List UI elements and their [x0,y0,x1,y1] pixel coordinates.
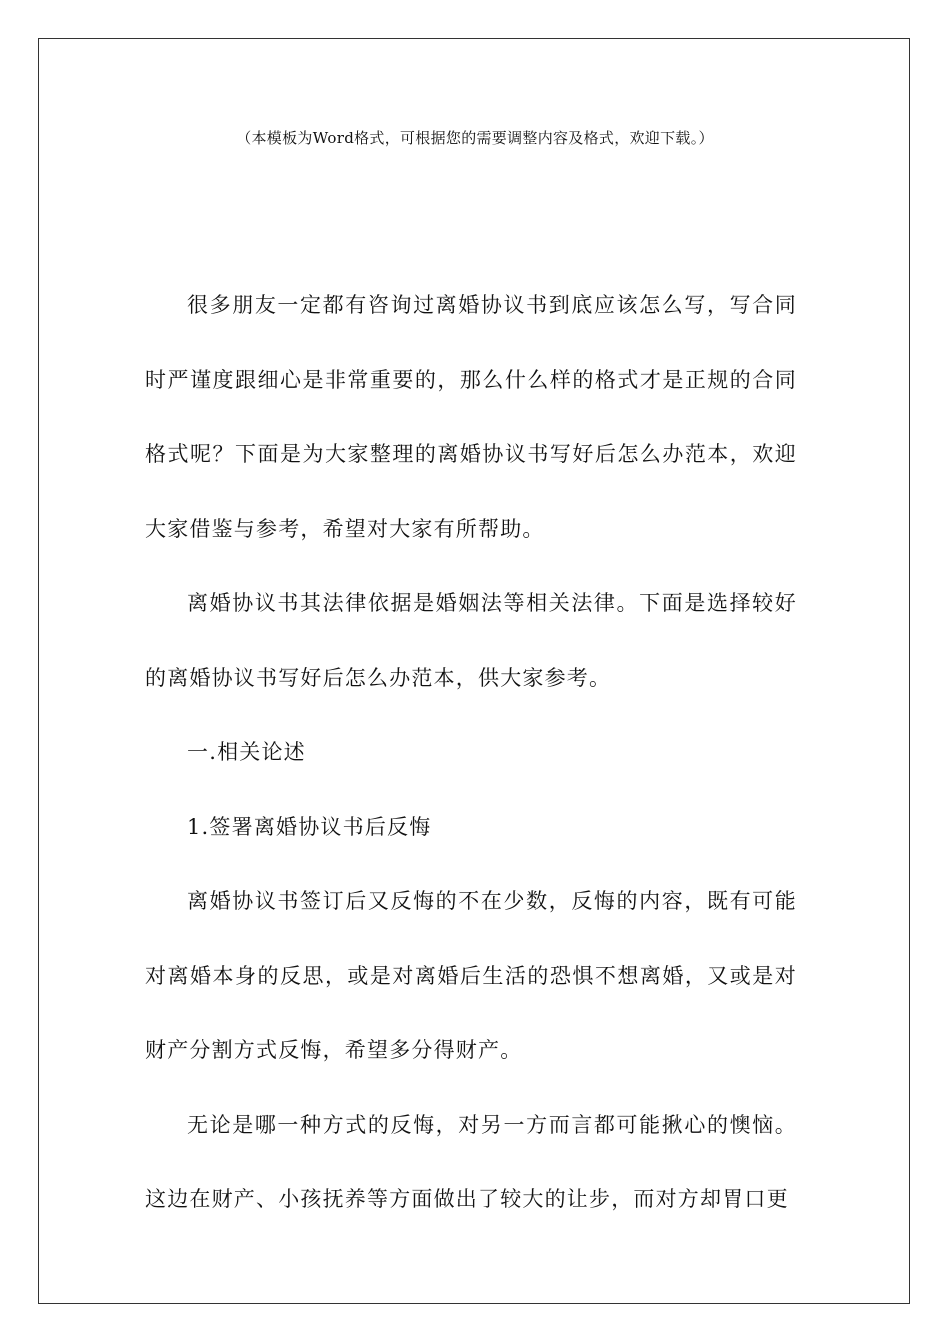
paragraph-regret: 离婚协议书签订后又反悔的不在少数，反悔的内容，既有可能对离婚本身的反思，或是对离婚后生活的恐惧不想离婚，又或是对财产分割方式反悔，希望多分得财产。 [145,889,797,1062]
paragraph-legal-basis: 离婚协议书其法律依据是婚姻法等相关法律。下面是选择较好的离婚协议书写好后怎么办范本，供大家参考。 [145,591,797,690]
document-body [145,268,797,1237]
subsection-heading: 1.签署离婚协议书后反悔 [187,814,432,839]
paragraph-consequence: 无论是哪一种方式的反悔，对另一方而言都可能揪心的懊恼。这边在财产、小孩抚养等方面做出了较大的让步，而对方却胃口更 [145,1112,797,1211]
template-note: （本模板为Word格式，可根据您的需要调整内容及格式，欢迎下载。） [236,129,714,147]
paragraph-intro: 很多朋友一定都有咨询过离婚协议书到底应该怎么写，写合同时严谨度跟细心是非常重要的，那么什么样的格式才是正规的合同格式呢？下面是为大家整理的离婚协议书写好后怎么办范本，欢迎大家借鉴与参考，希望对大家有所帮助。 [145,293,797,541]
section-heading: 一.相关论述 [187,740,306,764]
